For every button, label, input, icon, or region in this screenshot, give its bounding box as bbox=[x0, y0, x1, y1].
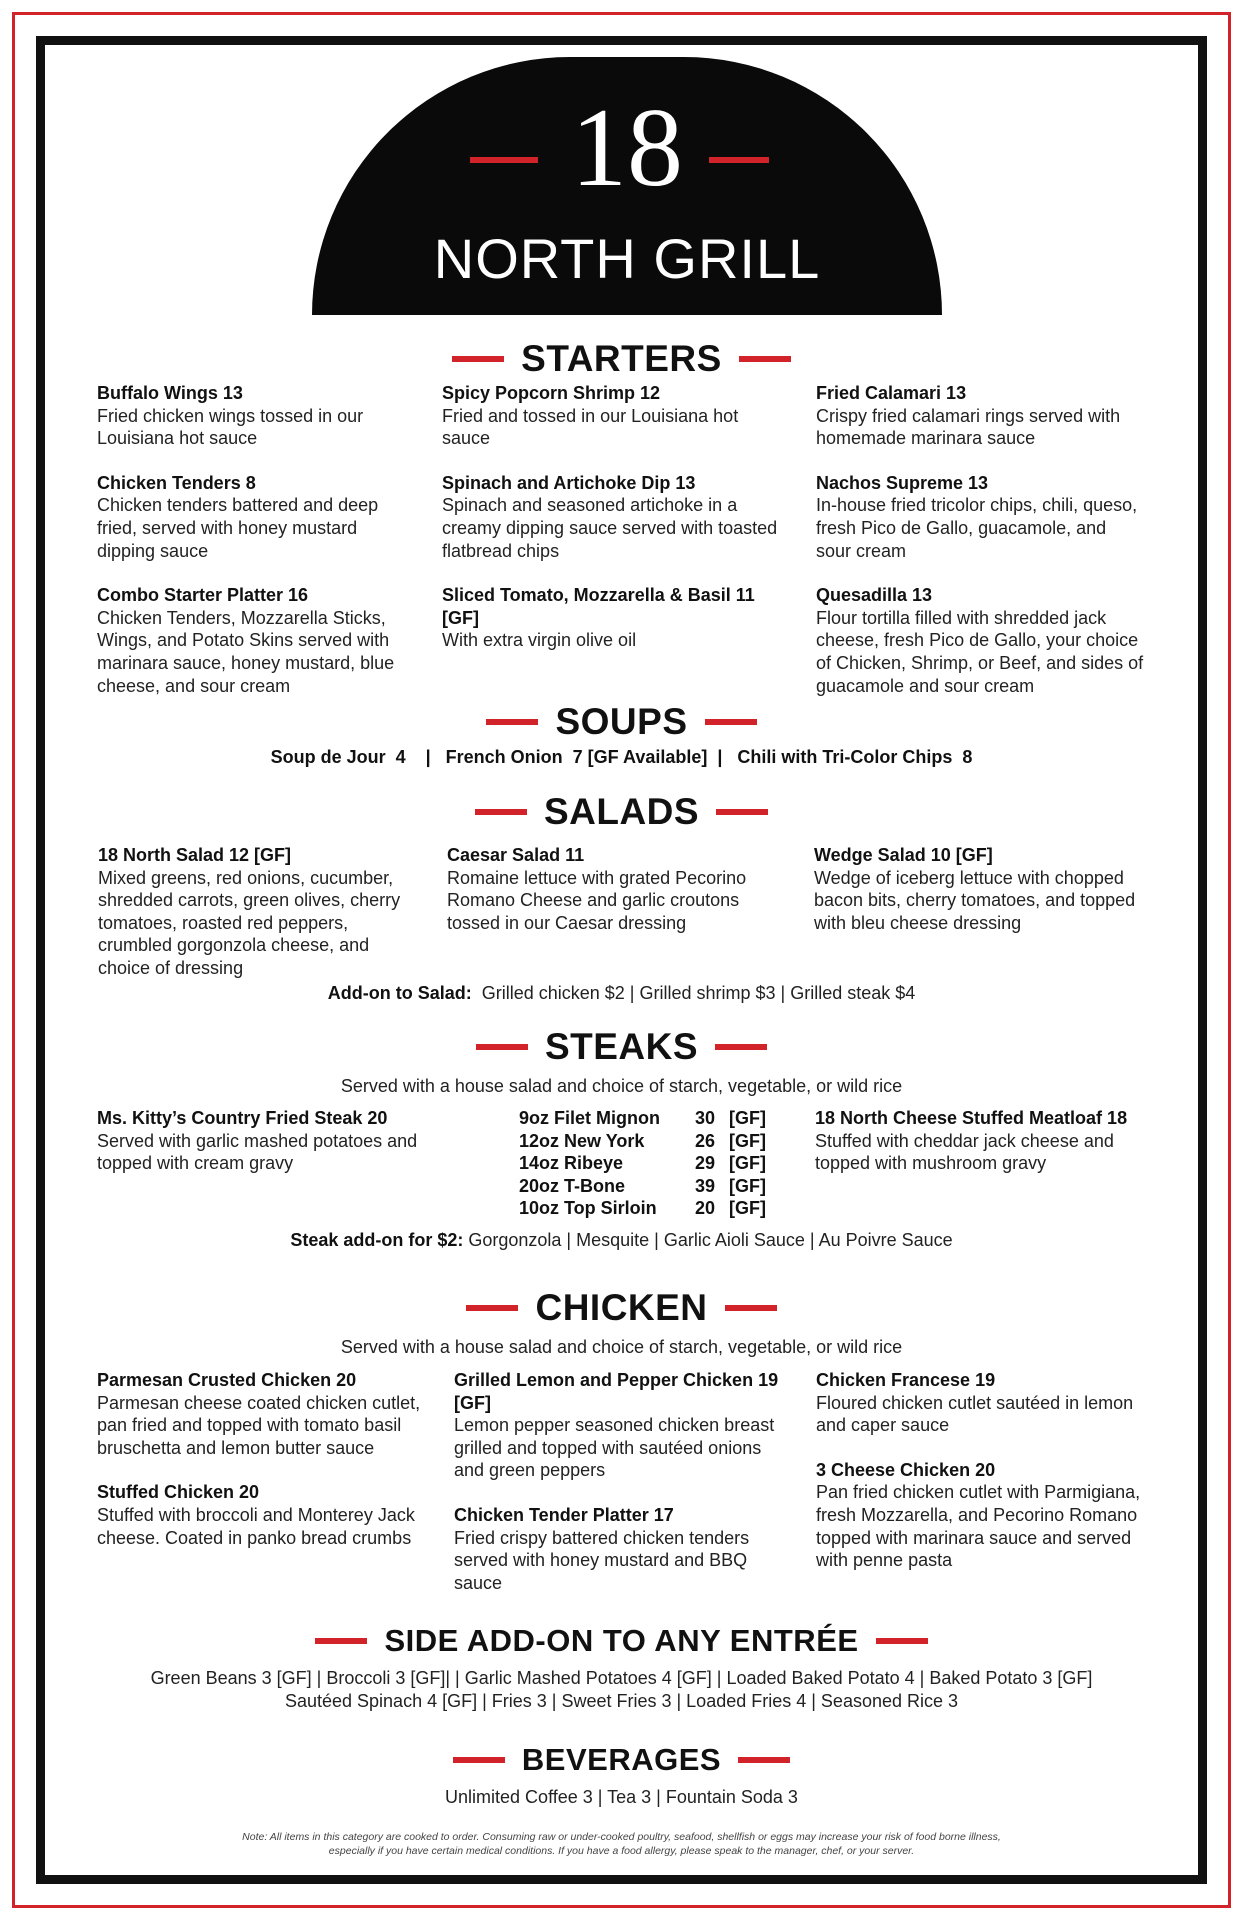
item-description: Fried and tossed in our Louisiana hot sauce bbox=[442, 405, 739, 449]
item-description: In-house fried tricolor chips, chili, queso, fresh Pico de Gallo, guacamole, and sour cream bbox=[816, 495, 1138, 561]
item-description: Pan fried chicken cutlet with Parmigiana, fresh Mozzarella, and Pecorino Romano topped with marinara sauce and served with penne pasta bbox=[816, 1482, 1141, 1571]
soups-line: Soup de Jour 4 | French Onion 7 [GF Available] | Chili with Tri-Color Chips 8 bbox=[270, 747, 973, 767]
cut-name: 20oz T-Bone bbox=[519, 1175, 626, 1196]
item-description: Mixed greens, red onions, cucumber, shredded carrots, green olives, cherry tomatoes, roasted red peppers, crumbled gorgonzola cheese, and choice of dressing bbox=[98, 867, 401, 978]
cut-price: 20 bbox=[695, 1198, 716, 1219]
menu-item bbox=[98, 844, 416, 980]
heading-rule-left bbox=[452, 356, 504, 362]
sides-title: SIDE ADD-ON TO ANY ENTRÉE bbox=[384, 1623, 859, 1658]
menu-item bbox=[816, 1369, 1156, 1437]
salad-addon-options: Grilled chicken $2 | Grilled shrimp $3 | Grilled steak $4 bbox=[481, 983, 916, 1003]
item-description: With extra virgin olive oil bbox=[442, 630, 637, 651]
menu-item bbox=[447, 844, 767, 934]
item-name: Parmesan Crusted Chicken 20 bbox=[97, 1370, 357, 1390]
steak-cut-row bbox=[519, 1107, 766, 1130]
soups-heading bbox=[0, 701, 1243, 743]
item-name: Ms. Kitty’s Country Fried Steak 20 bbox=[97, 1108, 388, 1128]
menu-item bbox=[815, 1107, 1155, 1175]
chicken-title: CHICKEN bbox=[535, 1287, 708, 1328]
allergy-note-line-1: Note: All items in this category are cooked to order. Consuming raw or under-cooked poultry, seafood, shellfish or eggs may increase your risk of food borne illness, bbox=[242, 1831, 1001, 1843]
cut-tag: [GF] bbox=[729, 1175, 766, 1196]
item-name: Spicy Popcorn Shrimp 12 bbox=[442, 383, 661, 403]
salad-addon-line bbox=[0, 982, 1243, 1005]
steaks-subtitle: Served with a house salad and choice of starch, vegetable, or wild rice bbox=[340, 1076, 903, 1096]
heading-rule-right bbox=[716, 809, 768, 815]
restaurant-logo bbox=[312, 57, 942, 315]
item-description: Romaine lettuce with grated Pecorino Romano Cheese and garlic croutons tossed in our Caesar dressing bbox=[447, 867, 747, 933]
starters-column-1 bbox=[97, 382, 417, 719]
steaks-heading bbox=[0, 1026, 1243, 1068]
cut-price: 30 bbox=[695, 1108, 716, 1128]
steak-addon-options: Gorgonzola | Mesquite | Garlic Aioli Sauce | Au Poivre Sauce bbox=[468, 1230, 953, 1250]
beverages-heading bbox=[0, 1739, 1243, 1781]
item-description: Flour tortilla filled with shredded jack cheese, fresh Pico de Gallo, your choice of Chicken, Shrimp, or Beef, and sides of guacamole and sour cream bbox=[816, 607, 1144, 696]
cut-price: 26 bbox=[695, 1130, 716, 1151]
heading-rule-right bbox=[738, 1757, 790, 1763]
steaks-column-right bbox=[815, 1107, 1155, 1197]
item-name: Fried Calamari 13 bbox=[816, 383, 967, 403]
salads-heading bbox=[0, 791, 1243, 833]
item-description: Spinach and seasoned artichoke in a creamy dipping sauce served with toasted flatbread chips bbox=[442, 495, 778, 561]
starters-heading bbox=[0, 338, 1243, 380]
heading-rule-left bbox=[476, 1044, 528, 1050]
chicken-column-2 bbox=[454, 1369, 784, 1616]
logo-name: NORTH GRILL bbox=[433, 227, 821, 290]
cut-tag: [GF] bbox=[729, 1130, 766, 1151]
cut-price: 39 bbox=[695, 1175, 716, 1196]
heading-rule-right bbox=[725, 1305, 777, 1311]
menu-item bbox=[816, 472, 1146, 562]
item-name: Chicken Tender Platter 17 bbox=[454, 1504, 674, 1525]
menu-item bbox=[814, 844, 1154, 934]
menu-item bbox=[97, 382, 417, 450]
beverages-line: Unlimited Coffee 3 | Tea 3 | Fountain Soda 3 bbox=[445, 1787, 798, 1807]
item-description: Floured chicken cutlet sautéed in lemon and caper sauce bbox=[816, 1392, 1134, 1436]
item-description: Wedge of iceberg lettuce with chopped bacon bits, cherry tomatoes, and topped with bleu cheese dressing bbox=[814, 867, 1136, 933]
item-description: Lemon pepper seasoned chicken breast grilled and topped with sautéed onions and green peppers bbox=[454, 1415, 775, 1481]
soups-title: SOUPS bbox=[555, 701, 688, 742]
menu-item bbox=[454, 1504, 784, 1594]
heading-rule-right bbox=[705, 719, 757, 725]
item-description: Chicken tenders battered and deep fried, served with honey mustard dipping sauce bbox=[97, 495, 379, 561]
item-name: 18 North Salad 12 [GF] bbox=[98, 845, 292, 865]
salad-addon-label: Add-on to Salad: bbox=[327, 983, 472, 1003]
item-name: Quesadilla 13 bbox=[816, 585, 933, 606]
item-name: Chicken Tenders 8 bbox=[97, 472, 256, 493]
starters-column-2 bbox=[442, 382, 780, 674]
heading-rule-left bbox=[486, 719, 538, 725]
item-description: Fried chicken wings tossed in our Louisiana hot sauce bbox=[97, 405, 364, 449]
heading-rule-right bbox=[876, 1638, 928, 1644]
item-name: Wedge Salad 10 [GF] bbox=[814, 845, 993, 865]
chicken-subtitle: Served with a house salad and choice of starch, vegetable, or wild rice bbox=[340, 1337, 903, 1357]
salads-title: SALADS bbox=[543, 791, 700, 832]
chicken-column-3 bbox=[816, 1369, 1156, 1594]
logo-number: 18 bbox=[571, 86, 683, 210]
item-name: Stuffed Chicken 20 bbox=[97, 1482, 260, 1503]
cut-name: 14oz Ribeye bbox=[519, 1153, 624, 1174]
chicken-heading bbox=[0, 1287, 1243, 1329]
menu-item bbox=[816, 382, 1146, 450]
cut-price: 29 bbox=[695, 1153, 716, 1174]
item-name: Grilled Lemon and Pepper Chicken 19 [GF] bbox=[454, 1370, 779, 1413]
menu-item bbox=[97, 472, 417, 562]
item-name: Nachos Supreme 13 bbox=[816, 472, 989, 493]
menu-item bbox=[442, 382, 780, 450]
menu-item bbox=[454, 1369, 784, 1482]
chicken-column-1 bbox=[97, 1369, 427, 1571]
item-description: Stuffed with cheddar jack cheese and topped with mushroom gravy bbox=[815, 1130, 1114, 1174]
cut-name: 12oz New York bbox=[519, 1130, 645, 1151]
sides-heading bbox=[0, 1620, 1243, 1662]
menu-item bbox=[816, 584, 1146, 697]
sides-line-2: Sautéed Spinach 4 [GF] | Fries 3 | Sweet Fries 3 | Loaded Fries 4 | Seasoned Rice 3 bbox=[284, 1691, 959, 1711]
menu-item bbox=[442, 584, 780, 652]
logo-rule-right bbox=[709, 157, 769, 163]
item-name: Combo Starter Platter 16 bbox=[97, 585, 309, 606]
steak-addon-label: Steak add-on for $2: bbox=[290, 1230, 464, 1250]
allergy-note-line-2: especially if you have certain medical conditions. If you have a food allergy, please speak to the manager, chef, or your server. bbox=[328, 1845, 915, 1857]
heading-rule-left bbox=[475, 809, 527, 815]
steaks-column-left bbox=[97, 1107, 427, 1197]
cut-tag: [GF] bbox=[729, 1198, 766, 1219]
item-description: Parmesan cheese coated chicken cutlet, pan fried and topped with tomato basil bruschetta and lemon butter sauce bbox=[97, 1392, 421, 1458]
menu-item bbox=[97, 584, 417, 697]
starters-title: STARTERS bbox=[521, 338, 722, 379]
salads-column-2 bbox=[447, 844, 767, 956]
item-description: Crispy fried calamari rings served with homemade marinara sauce bbox=[816, 405, 1121, 449]
heading-rule-left bbox=[466, 1305, 518, 1311]
item-name: Spinach and Artichoke Dip 13 bbox=[442, 472, 696, 493]
steak-addon-line bbox=[0, 1229, 1243, 1252]
heading-rule-left bbox=[453, 1757, 505, 1763]
menu-item bbox=[97, 1107, 427, 1175]
menu-item bbox=[97, 1369, 427, 1459]
item-name: 3 Cheese Chicken 20 bbox=[816, 1459, 996, 1480]
salads-column-1 bbox=[98, 844, 416, 1002]
item-name: Chicken Francese 19 bbox=[816, 1370, 996, 1390]
item-name: Sliced Tomato, Mozzarella & Basil 11 [GF] bbox=[442, 585, 755, 628]
beverages-title: BEVERAGES bbox=[521, 1742, 722, 1777]
steak-cut-row bbox=[519, 1175, 766, 1198]
item-name: 18 North Cheese Stuffed Meatloaf 18 bbox=[815, 1108, 1128, 1128]
steak-cut-row bbox=[519, 1130, 766, 1153]
item-description: Chicken Tenders, Mozzarella Sticks, Wings, and Potato Skins served with marinara sauce, honey mustard, blue cheese, and sour cream bbox=[97, 607, 395, 696]
steak-cut-row bbox=[519, 1197, 766, 1220]
cut-tag: [GF] bbox=[729, 1153, 766, 1174]
salads-column-3 bbox=[814, 844, 1154, 956]
cut-name: 9oz Filet Mignon bbox=[519, 1108, 660, 1128]
cut-tag: [GF] bbox=[729, 1108, 766, 1128]
item-name: Buffalo Wings 13 bbox=[97, 383, 243, 403]
item-description: Stuffed with broccoli and Monterey Jack cheese. Coated in panko bread crumbs bbox=[97, 1504, 415, 1548]
item-name: Caesar Salad 11 bbox=[447, 845, 585, 865]
cut-name: 10oz Top Sirloin bbox=[519, 1198, 657, 1219]
heading-rule-right bbox=[739, 356, 791, 362]
menu-item bbox=[97, 1481, 427, 1549]
menu-item bbox=[442, 472, 780, 562]
sides-line-1: Green Beans 3 [GF] | Broccoli 3 [GF]| | Garlic Mashed Potatoes 4 [GF] | Loaded Baked Potato 4 | Baked Potato 3 [GF] bbox=[150, 1668, 1093, 1688]
steak-cuts-table bbox=[519, 1107, 766, 1220]
item-description: Fried crispy battered chicken tenders served with honey mustard and BBQ sauce bbox=[454, 1527, 750, 1593]
menu-item bbox=[816, 1459, 1156, 1572]
steaks-title: STEAKS bbox=[544, 1026, 699, 1067]
starters-column-3 bbox=[816, 382, 1146, 719]
steak-cut-row bbox=[519, 1152, 766, 1175]
item-description: Served with garlic mashed potatoes and topped with cream gravy bbox=[97, 1130, 418, 1174]
heading-rule-right bbox=[715, 1044, 767, 1050]
heading-rule-left bbox=[315, 1638, 367, 1644]
